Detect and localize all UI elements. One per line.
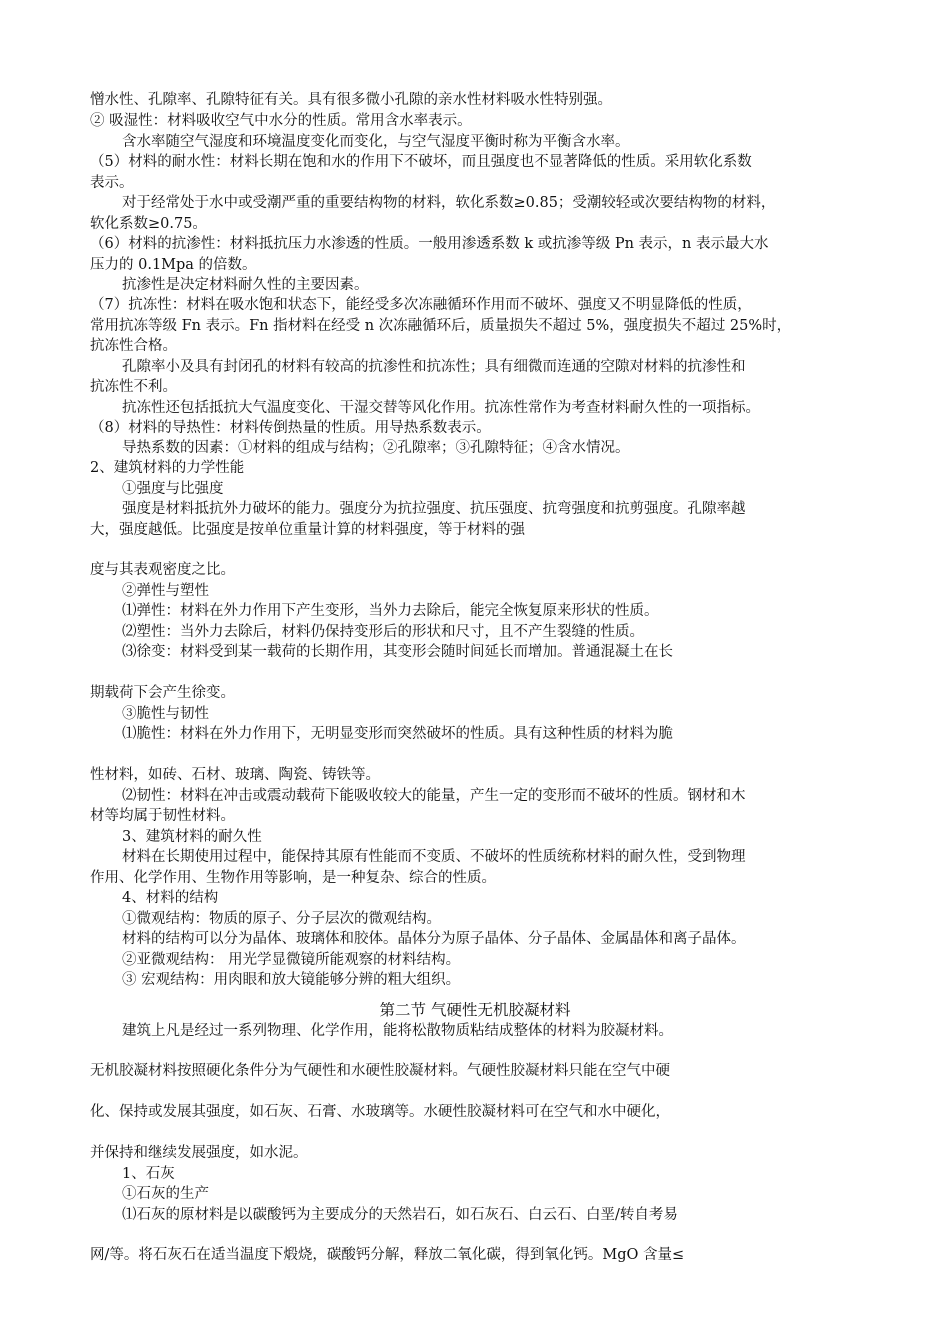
text-line: 软化系数≥0.75。	[90, 216, 207, 232]
text-line: ⑴弹性：材料在外力作用下产生变形，当外力去除后，能完全恢复原来形状的性质。	[122, 603, 659, 619]
text-line: 导热系数的因素：①材料的组成与结构；②孔隙率；③孔隙特征；④含水情况。	[122, 440, 630, 456]
text-line: 抗冻性还包括抵抗大气温度变化、干湿交替等风化作用。抗冻性常作为考查材料耐久性的一项指标。	[122, 400, 760, 416]
text-line: 期载荷下会产生徐变。	[90, 685, 235, 701]
text-line: ⑴脆性：材料在外力作用下，无明显变形而突然破坏的性质。具有这种性质的材料为脆	[122, 726, 673, 742]
text-line: （5）材料的耐水性：材料长期在饱和水的作用下不破坏，而且强度也不显著降低的性质。采用软化系数	[90, 154, 752, 170]
text-line: 材料的结构可以分为晶体、玻璃体和胶体。晶体分为原子晶体、分子晶体、金属晶体和离子晶体。	[122, 931, 746, 947]
text-line: 抗渗性是决定材料耐久性的主要因素。	[122, 277, 369, 293]
text-line: ③ 宏观结构：用肉眼和放大镜能够分辨的粗大组织。	[122, 972, 461, 988]
text-line: ② 吸湿性：材料吸收空气中水分的性质。常用含水率表示。	[90, 113, 472, 129]
text-line: 材等均属于韧性材料。	[90, 808, 235, 824]
text-line: 抗冻性不利。	[90, 379, 177, 395]
text-line: 性材料，如砖、石材、玻璃、陶瓷、铸铁等。	[90, 767, 380, 783]
text-line: 材料在长期使用过程中，能保持其原有性能而不变质、不破坏的性质统称材料的耐久性，受到物理	[122, 849, 746, 865]
text-line: 常用抗冻等级 Fn 表示。Fn 指材料在经受 n 次冻融循环后，质量损失不超过 5%，强度损失不超过 25%时，	[90, 318, 792, 334]
text-line: 对于经常处于水中或受潮严重的重要结构物的材料，软化系数≥0.85；受潮较轻或次要结构物的材料，	[122, 195, 776, 211]
subsection-heading: ①强度与比强度	[122, 481, 224, 497]
subsection-heading: ③脆性与韧性	[122, 706, 209, 722]
text-line: ⑴石灰的原材料是以碳酸钙为主要成分的天然岩石，如石灰石、白云石、白垩/转自考易	[122, 1207, 678, 1223]
text-line: （8）材料的导热性：材料传倒热量的性质。用导热系数表示。	[90, 420, 491, 436]
text-line: 强度是材料抵抗外力破坏的能力。强度分为抗拉强度、抗压强度、抗弯强度和抗剪强度。孔隙率越	[122, 501, 746, 517]
text-line: 孔隙率小及具有封闭孔的材料有较高的抗渗性和抗冻性；具有细微而连通的空隙对材料的抗渗性和	[122, 359, 746, 375]
text-line: 度与其表观密度之比。	[90, 562, 235, 578]
section-heading: 4、材料的结构	[122, 890, 219, 906]
subsection-heading: ②弹性与塑性	[122, 583, 209, 599]
text-line: 化、保持或发展其强度，如石灰、石膏、水玻璃等。水硬性胶凝材料可在空气和水中硬化，	[90, 1104, 670, 1120]
section-heading: 3、建筑材料的耐久性	[122, 829, 262, 845]
chapter-title: 第二节 气硬性无机胶凝材料	[379, 1001, 571, 1019]
text-line: ⑵韧性：材料在冲击或震动载荷下能吸收较大的能量，产生一定的变形而不破坏的性质。钢材和木	[122, 788, 746, 804]
text-line: （6）材料的抗渗性：材料抵抗压力水渗透的性质。一般用渗透系数 k 或抗渗等级 Pn 表示，n 表示最大水	[90, 236, 769, 252]
section-heading: 1、石灰	[122, 1166, 175, 1182]
text-line: 含水率随空气湿度和环境温度变化而变化，与空气湿度平衡时称为平衡含水率。	[122, 134, 630, 150]
text-line: 抗冻性合格。	[90, 338, 177, 354]
section-heading: 2、建筑材料的力学性能	[90, 460, 245, 476]
text-line: 憎水性、孔隙率、孔隙特征有关。具有很多微小孔隙的亲水性材料吸水性特别强。	[90, 92, 612, 108]
text-line: 网/等。将石灰石在适当温度下煅烧，碳酸钙分解，释放二氧化碳，得到氧化钙。MgO 含量≤	[90, 1247, 685, 1263]
text-line: 建筑上凡是经过一系列物理、化学作用，能将松散物质粘结成整体的材料为胶凝材料。	[122, 1023, 673, 1039]
text-line: ⑵塑性：当外力去除后，材料仍保持变形后的形状和尺寸，且不产生裂缝的性质。	[122, 624, 644, 640]
text-line: ②亚微观结构： 用光学显微镜所能观察的材料结构。	[122, 952, 461, 968]
subsection-heading: ①石灰的生产	[122, 1186, 209, 1202]
text-line: 压力的 0.1Mpa 的倍数。	[90, 257, 257, 273]
text-line: 并保持和继续发展强度，如水泥。	[90, 1145, 308, 1161]
text-line: 作用、化学作用、生物作用等影响，是一种复杂、综合的性质。	[90, 870, 496, 886]
text-line: ①微观结构：物质的原子、分子层次的微观结构。	[122, 911, 441, 927]
text-line: （7）抗冻性：材料在吸水饱和状态下，能经受多次冻融循环作用而不破坏、强度又不明显降低的性质，	[90, 297, 752, 313]
text-line: 无机胶凝材料按照硬化条件分为气硬性和水硬性胶凝材料。气硬性胶凝材料只能在空气中硬	[90, 1063, 670, 1079]
text-line: 大，强度越低。比强度是按单位重量计算的材料强度，等于材料的强	[90, 522, 525, 538]
text-line: 表示。	[90, 175, 134, 191]
text-line: ⑶徐变：材料受到某一载荷的长期作用，其变形会随时间延长而增加。普通混凝土在长	[122, 644, 673, 660]
